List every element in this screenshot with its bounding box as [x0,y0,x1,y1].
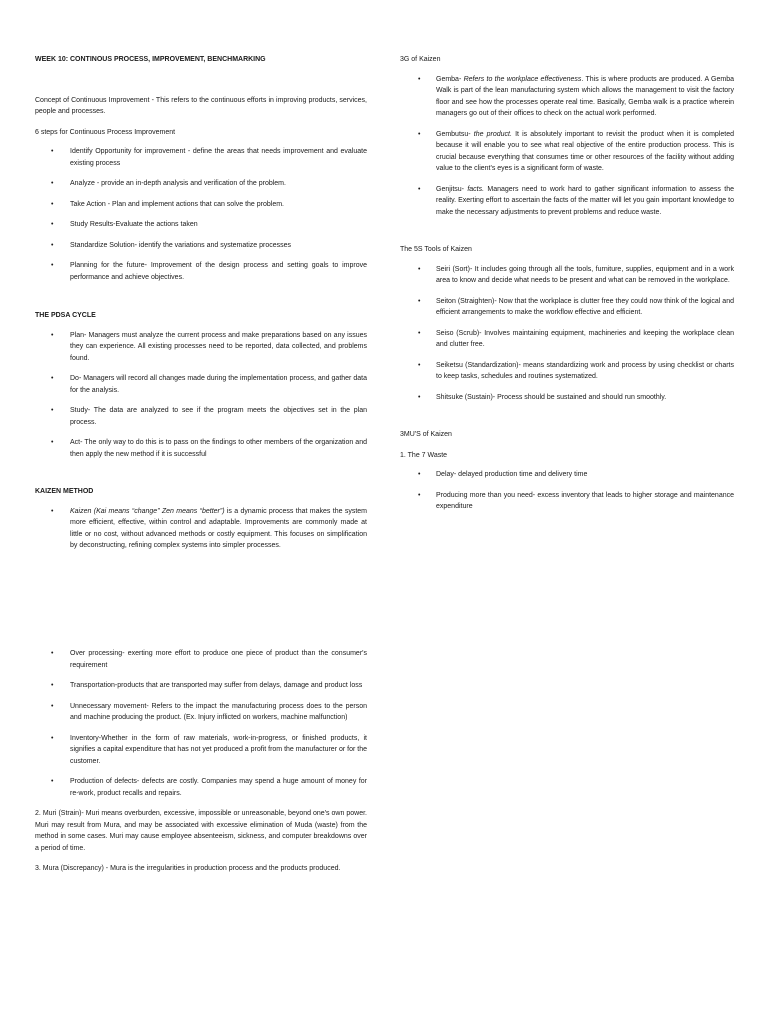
kaizen-description: is a dynamic process that makes the system more efficient, effective, within control and adaptable. Improvements are commonly made at little or no cost, without advanced methods or costly equipment. This focuses on simplification by deconstructing, refining complex systems into simpler processes. [70,507,368,549]
waste-list-left [35,648,367,799]
list-item: • Study- The data are analyzed to see if the program meets the objectives set in the plan process. [35,405,367,428]
pdsa-list [35,330,367,461]
list-item: • Study Results-Evaluate the actions taken [35,219,367,231]
list-item: • Inventory-Whether in the form of raw materials, work-in-progress, or finished products, it signifies a capital expenditure that has not yet produced a profit from the manufacturer or for the customer. [35,733,367,768]
gemba-italic: Refers to the workplace effectiveness [463,75,582,83]
list-item: • Delay- delayed production time and delivery time [400,469,734,481]
six-steps-list [35,146,367,283]
genjitsu-italic: facts. [467,185,485,193]
kaizen-term: Kaizen (Kai means “change” Zen means “better”) [70,507,225,515]
gembutsu-italic: the product. [473,130,512,138]
page-title: WEEK 10: CONTINOUS PROCESS, IMPROVEMENT, BENCHMARKING [35,56,266,63]
list-item: • Seiketsu (Standardization)- means standardizing work and process by using checklist or charts to keep tasks, schedules and routines systematized. [400,360,734,383]
list-item: • Take Action - Plan and implement actions that can solve the problem. [35,199,367,211]
kaizen-list [35,506,367,552]
six-steps-heading: 6 steps for Continuous Process Improvement [35,128,176,136]
gembutsu-text: It is absolutely important to revisit the product when it is completed because it will enable you to see what real objective of the entire production process. This is crucial because everything that consumes time or other resources of the facility without adding value to the client's eyes is a significant form of waste. [436,130,735,172]
list-item: • Analyze - provide an in-depth analysis and verification of the problem. [35,178,367,190]
list-item: • Shitsuke (Sustain)- Process should be sustained and should run smoothly. [400,392,734,404]
threemu-heading: 3MU'S of Kaizen [400,431,452,438]
list-item: • Production of defects- defects are costly. Companies may spend a huge amount of money for re-work, product recalls and repairs. [35,776,367,799]
seven-waste-heading: 1. The 7 Waste [400,451,448,459]
fives-heading: The 5S Tools of Kaizen [400,246,472,253]
list-item: • Act- The only way to do this is to pass on the findings to other members of the organization and then apply the new method if it is successful [35,437,367,460]
gemba-label: Gemba- [436,75,464,83]
kaizen-heading: KAIZEN METHOD [35,488,94,495]
list-item: • Do- Managers will record all changes made during the implementation process, and gather data for the analysis. [35,373,367,396]
list-item: • Planning for the future- Improvement of the design process and setting goals to improve performance and achieve objectives. [35,260,367,283]
waste-list-right [400,469,734,513]
threeg-list [400,74,734,219]
list-item: • Transportation-products that are transported may suffer from delays, damage and product loss [35,680,367,692]
list-item: • Standardize Solution- identify the variations and systematize processes [35,240,367,252]
left-column-bottom [35,648,367,875]
list-item [400,129,734,175]
list-item: • Seiri (Sort)- It includes going through all the tools, furniture, supplies, equipment and in a work area to know and decide what needs to be present and what can be removed in the workplace. [400,264,734,287]
left-column [35,54,367,552]
list-item [400,184,734,219]
right-column [400,54,734,513]
genjitsu-label: Genjitsu- [436,185,468,193]
list-item: • Seiso (Scrub)- Involves maintaining equipment, machineries and keeping the workplace clean and clutter free. [400,328,734,351]
list-item: • Over processing- exerting more effort to produce one piece of product than the consumer's requirement [35,648,367,671]
list-item: • Seiton (Straighten)- Now that the workplace is clutter free they could now think of the logical and efficient arrangements to make the workflow effective and efficient. [400,296,734,319]
mura-paragraph: 3. Mura (Discrepancy) - Mura is the irregularities in production process and the products produced. [35,865,341,872]
genjitsu-text: Managers need to work hard to gather significant information to assess the reality. Exerting effort to ascertain the facts of the matter will let you gain important knowledge to make the necessary adjustments to prevent problems and reduce waste. [436,185,734,216]
list-item: • Producing more than you need- excess inventory that leads to higher storage and maintenance expenditure [400,490,734,513]
concept-paragraph: Concept of Continuous Improvement - This refers to the continuous efforts in improving products, services, people and processes. [35,96,367,115]
gembutsu-label: Gembutsu- [436,130,474,138]
threeg-heading: 3G of Kaizen [400,56,441,63]
muri-paragraph: 2. Muri (Strain)- Muri means overburden, excessive, impossible or unreasonable, beyond one's own power. Muri may result from Mura, and may be associated with excessive elimination of Muda (waste) from the method in some cases. Muri may cause employee absenteeism, sickness, and computer breakdowns over a period of time. [35,810,367,852]
gemba-text: . This is where products are produced. A Gemba Walk is part of the lean manufacturing system which allows the management to visit the factory floor and see how the processes operate real time. Basically, Gemba walk is a practice wherein managers go out of their offices to check on the actual work performed. [436,75,734,117]
list-item: • Plan- Managers must analyze the current process and make preparations based on any issues they can experience. All existing processes need to be reported, data collected, and problems found. [35,330,367,365]
pdsa-heading: THE PDSA CYCLE [35,312,96,319]
list-item [400,74,734,120]
fives-list [400,264,734,404]
list-item: • Identify Opportunity for improvement - define the areas that needs improvement and evaluate existing process [35,146,367,169]
kaizen-definition [35,506,367,552]
list-item: • Unnecessary movement- Refers to the impact the manufacturing process does to the person and machine producing the product. (Ex. Injury inflicted on workers, machine malfunction) [35,701,367,724]
